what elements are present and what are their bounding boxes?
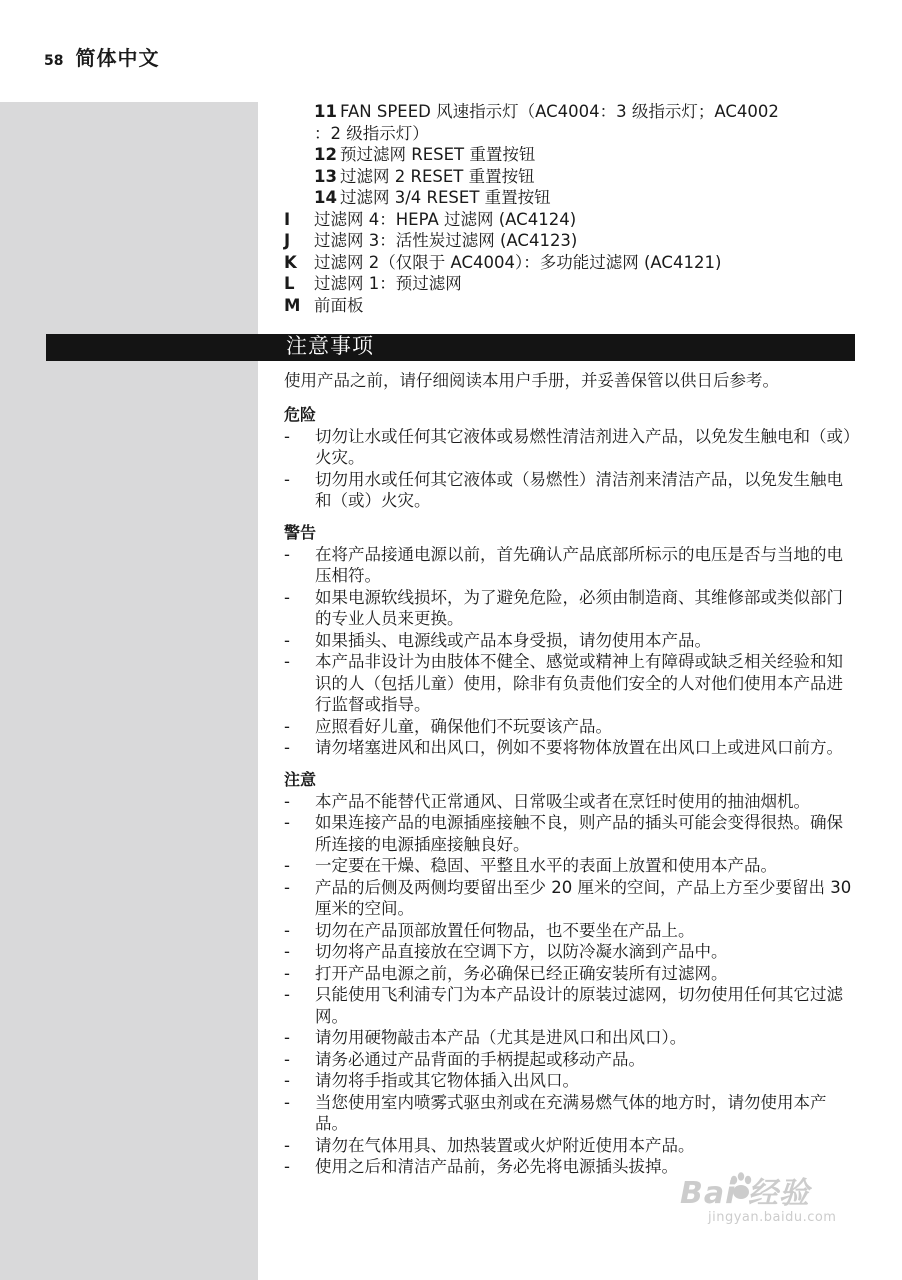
item-number: 13 [314, 166, 337, 186]
item-text: 预过滤网 RESET 重置按钮 [340, 145, 536, 164]
list-item [284, 295, 859, 317]
bullet-list [284, 426, 859, 512]
list-item [284, 209, 859, 231]
dash-marker: - [284, 738, 290, 757]
dash-marker: - [284, 1028, 290, 1047]
dash-marker: - [284, 856, 290, 875]
list-item [284, 941, 859, 963]
section-intro: 使用产品之前，请仔细阅读本用户手册，并妥善保管以供日后参考。 [284, 371, 779, 390]
item-letter: M [284, 295, 301, 315]
danger-group [284, 404, 859, 512]
dash-marker: - [284, 544, 290, 564]
list-item-text: 如果连接产品的电源插座接触不良，则产品的插头可能会变得很热。确保所连接的电源插座接触良好。 [315, 813, 843, 854]
list-item-text: 打开产品电源之前，务必确保已经正确安装所有过滤网。 [315, 963, 728, 983]
list-item-text: 本产品不能替代正常通风、日常吸尘或者在烹饪时使用的抽油烟机。 [315, 791, 810, 811]
list-item [284, 1049, 859, 1071]
item-text: FAN SPEED 风速指示灯（AC4004：3 级指示灯；AC4002 [340, 102, 779, 121]
watermark-url: jingyan.baidu.com [708, 1210, 837, 1225]
dash-marker: - [284, 985, 290, 1004]
item-letter: I [284, 209, 291, 229]
list-item-text: 产品的后侧及两侧均要留出至少 20 厘米的空间，产品上方至少要留出 30 厘米的空间。 [315, 877, 852, 918]
dash-marker: - [284, 716, 290, 736]
group-heading: 注意 [284, 769, 317, 789]
bullet-list [284, 544, 859, 759]
list-item-text: 只能使用飞利浦专门为本产品设计的原装过滤网，切勿使用任何其它过滤网。 [315, 985, 843, 1026]
parts-list [284, 101, 859, 316]
dash-marker: - [284, 791, 290, 811]
dash-marker: - [284, 942, 290, 961]
group-heading: 警告 [284, 522, 317, 542]
list-item [314, 166, 859, 188]
item-text: 过滤网 3：活性炭过滤网 (AC4123) [314, 231, 578, 250]
bullet-list [284, 791, 859, 1178]
list-item [284, 737, 859, 759]
list-item [284, 716, 859, 738]
list-item [284, 630, 859, 652]
dash-marker: - [284, 469, 290, 489]
section-title-bar [46, 334, 855, 361]
item-text: 前面板 [314, 295, 364, 315]
list-item-text: 在将产品接通电源以前，首先确认产品底部所标示的电压是否与当地的电压相符。 [315, 544, 843, 585]
dash-marker: - [284, 877, 290, 897]
dash-marker: - [284, 652, 290, 671]
dash-marker: - [284, 1157, 290, 1176]
list-item [284, 230, 859, 252]
list-item-text: 切勿将产品直接放在空调下方，以防冷凝水滴到产品中。 [315, 942, 728, 961]
item-number: 12 [314, 145, 337, 164]
list-item-text: 请勿在气体用具、加热装置或火炉附近使用本产品。 [315, 1135, 695, 1155]
list-item-text: 请勿用硬物敲击本产品（尤其是进风口和出风口）。 [315, 1028, 687, 1047]
dash-marker: - [284, 587, 290, 607]
list-item-text: 请务必通过产品背面的手柄提起或移动产品。 [315, 1049, 645, 1069]
dash-marker: - [284, 1071, 290, 1090]
section-content [284, 370, 859, 1188]
watermark-brand: Bai 经验 [680, 1176, 810, 1211]
list-item-text: 切勿在产品顶部放置任何物品，也不要坐在产品上。 [315, 920, 695, 940]
caution-group [284, 769, 859, 1178]
list-item [284, 651, 859, 716]
dash-marker: - [284, 630, 290, 650]
list-item [314, 187, 859, 209]
list-item [284, 1092, 859, 1135]
list-item [284, 963, 859, 985]
item-text: 过滤网 3/4 RESET 重置按钮 [340, 188, 551, 207]
list-item-text: 如果插头、电源线或产品本身受损，请勿使用本产品。 [315, 630, 711, 650]
baidu-jingyan-watermark [648, 1166, 878, 1236]
dash-marker: - [284, 963, 290, 983]
list-item-text: 请勿堵塞进风和出风口，例如不要将物体放置在出风口上或进风口前方。 [315, 738, 843, 757]
list-item-text: 请勿将手指或其它物体插入出风口。 [315, 1071, 579, 1090]
item-text: 过滤网 4：HEPA 过滤网 (AC4124) [314, 209, 577, 229]
list-item [284, 791, 859, 813]
group-heading: 危险 [284, 404, 317, 424]
list-item [284, 812, 859, 855]
list-item [284, 587, 859, 630]
item-number: 11 [314, 102, 337, 121]
list-item-text: 应照看好儿童，确保他们不玩耍该产品。 [315, 716, 612, 736]
dash-marker: - [284, 920, 290, 940]
page-language: 简体中文 [75, 46, 160, 70]
list-item-text: 一定要在干燥、稳固、平整且水平的表面上放置和使用本产品。 [315, 856, 777, 875]
item-letter: K [284, 252, 297, 272]
item-number: 14 [314, 188, 337, 207]
list-item-text: 使用之后和清洁产品前，务必先将电源插头拔掉。 [315, 1157, 678, 1176]
list-item [284, 273, 859, 295]
list-item [284, 1027, 859, 1049]
item-text: 过滤网 2 RESET 重置按钮 [340, 166, 535, 186]
sidebar-gray-panel [0, 102, 258, 1280]
list-item [284, 252, 859, 274]
list-item [284, 1135, 859, 1157]
item-text: 过滤网 1：预过滤网 [314, 274, 462, 293]
list-item [314, 101, 859, 123]
parts-sub-list [284, 101, 859, 209]
dash-marker: - [284, 1049, 290, 1069]
dash-marker: - [284, 1092, 290, 1112]
list-item [284, 855, 859, 877]
list-item [284, 469, 859, 512]
list-item [314, 144, 859, 166]
list-item [284, 426, 859, 469]
list-item [284, 1070, 859, 1092]
list-item-text: 切勿用水或任何其它液体或（易燃性）清洁剂来清洁产品，以免发生触电和（或）火灾。 [315, 469, 843, 510]
list-item [284, 920, 859, 942]
dash-marker: - [284, 813, 290, 832]
warning-group [284, 522, 859, 759]
section-title: 注意事项 [286, 334, 374, 358]
item-text: 过滤网 2（仅限于 AC4004）：多功能过滤网 (AC4121) [314, 252, 722, 272]
dash-marker: - [284, 1135, 290, 1155]
list-item-text: 本产品非设计为由肢体不健全、感觉或精神上有障碍或缺乏相关经验和知识的人（包括儿童）使用，除非有负责他们安全的人对他们使用本产品进行监督或指导。 [315, 652, 843, 714]
list-item [284, 984, 859, 1027]
page-header [44, 42, 159, 70]
page-number: 58 [44, 53, 64, 69]
item-letter: L [284, 274, 295, 293]
item-letter: J [284, 231, 291, 250]
dash-marker: - [284, 426, 290, 446]
list-item-continuation [314, 123, 859, 145]
list-item-text: 如果电源软线损坏，为了避免危险，必须由制造商、其维修部或类似部门的专业人员来更换。 [315, 587, 843, 628]
list-item [284, 544, 859, 587]
item-text: ：2 级指示灯） [314, 123, 429, 143]
list-item-text: 切勿让水或任何其它液体或易燃性清洁剂进入产品，以免发生触电和（或）火灾。 [315, 426, 852, 467]
list-item-text: 当您使用室内喷雾式驱虫剂或在充满易燃气体的地方时，请勿使用本产品。 [315, 1092, 827, 1133]
list-item [284, 877, 859, 920]
